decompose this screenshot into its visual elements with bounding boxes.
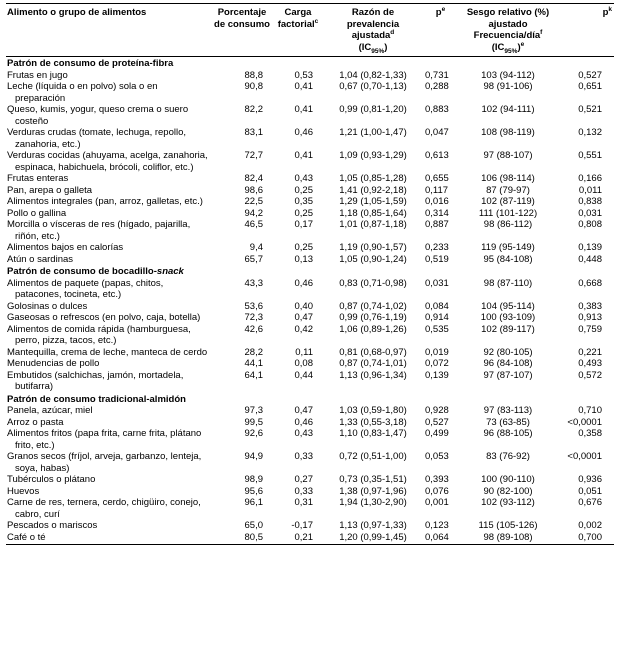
table-row [6, 196, 614, 208]
cell-relative-bias: 100 (90-110) [481, 474, 535, 485]
cell-prevalence-ratio: 1,06 (0,89-1,26) [339, 323, 407, 335]
section-header [6, 265, 614, 278]
cell-p-value-2: 0,358 [578, 428, 602, 439]
table-row [6, 242, 614, 254]
cell-p-value-1: 0,914 [425, 312, 449, 323]
cell-factor-load: 0,31 [294, 497, 313, 508]
header-relative-bias: Sesgo relativo (%) ajustado Frecuencia/día$^f$ $(IC_{95\%})^e$ [458, 4, 558, 57]
cell-percentage: 90,8 [244, 81, 263, 92]
cell-relative-bias: 96 (88-105) [483, 428, 533, 439]
cell-prevalence-ratio: 0,73 (0,35-1,51) [339, 474, 407, 485]
cell-percentage: 92,6 [244, 428, 263, 439]
cell-p-value-2: 0,221 [578, 346, 602, 358]
cell-food: Alimentos bajos en calorías [7, 242, 124, 253]
cell-p-value-1: 0,393 [425, 474, 449, 485]
table-row [6, 104, 614, 127]
cell-percentage: 94,9 [244, 451, 263, 462]
cell-p-value-2: 0,936 [578, 474, 602, 485]
cell-p-value-1: 0,731 [425, 69, 449, 81]
cell-prevalence-ratio: 1,10 (0,83-1,47) [339, 428, 407, 439]
cell-prevalence-ratio: 1,05 (0,85-1,28) [339, 173, 407, 184]
cell-relative-bias: 103 (94-112) [481, 69, 535, 81]
table-row [6, 219, 614, 242]
table-row [6, 70, 614, 82]
cell-percentage: 44,1 [244, 358, 263, 369]
cell-prevalence-ratio: 0,87 (0,74-1,02) [339, 300, 407, 312]
cell-prevalence-ratio: 1,04 (0,82-1,33) [339, 69, 407, 81]
cell-relative-bias: 98 (91-106) [483, 81, 533, 92]
cell-prevalence-ratio: 1,13 (0,97-1,33) [339, 520, 407, 531]
table-row [6, 520, 614, 532]
cell-factor-load: 0,44 [294, 369, 313, 381]
cell-food: Frutas enteras [7, 173, 69, 184]
cell-relative-bias: 98 (89-108) [458, 532, 558, 545]
cell-p-value-1: 0,076 [425, 485, 449, 497]
cell-prevalence-ratio: 1,05 (0,90-1,24) [339, 253, 407, 265]
cell-percentage: 42,6 [244, 323, 263, 335]
cell-p-value-1: 0,527 [425, 416, 449, 428]
cell-percentage: 64,1 [244, 369, 263, 381]
table-row [6, 208, 614, 220]
cell-relative-bias: 102 (89-117) [481, 323, 535, 335]
cell-prevalence-ratio: 1,01 (0,87-1,18) [339, 219, 407, 230]
table-row [6, 405, 614, 417]
cell-factor-load: 0,47 [294, 405, 313, 416]
table-row [6, 324, 614, 347]
cell-prevalence-ratio: 0,67 (0,70-1,13) [339, 81, 407, 92]
cell-factor-load: 0,46 [294, 127, 313, 138]
cell-food: Mantequilla, crema de leche, manteca de cerdo [7, 346, 208, 358]
cell-p-value-1: 0,139 [425, 369, 449, 381]
cell-p-value-1: 0,535 [425, 323, 449, 335]
cell-p-value-1: 0,053 [425, 451, 449, 462]
cell-relative-bias: 111 (101-122) [478, 207, 538, 219]
table-row [6, 150, 614, 173]
table-row [6, 173, 614, 185]
cell-relative-bias: 97 (83-113) [483, 405, 533, 416]
cell-percentage: 97,3 [244, 405, 263, 416]
cell-p-value-2: 0,448 [578, 253, 602, 265]
cell-prevalence-ratio: 1,33 (0,55-3,18) [339, 416, 407, 428]
cell-factor-load: 0,41 [294, 81, 313, 92]
cell-prevalence-ratio: 0,72 (0,51-1,00) [339, 451, 407, 462]
table-row [6, 428, 614, 451]
cell-p-value-2: 0,527 [578, 69, 602, 81]
section-title: Patrón de consumo de proteína-fibra [7, 58, 174, 69]
cell-factor-load: 0,11 [295, 346, 313, 358]
cell-food: Atún o sardinas [7, 253, 74, 265]
cell-factor-load: 0,35 [294, 196, 313, 207]
cell-relative-bias: 100 (93-109) [480, 312, 536, 323]
cell-p-value-2: 0,002 [578, 520, 602, 531]
cell-relative-bias: 98 (87-110) [483, 277, 533, 289]
cell-relative-bias: 83 (76-92) [486, 451, 530, 462]
cell-food: Verduras crudas (tomate, lechuga, repollo, zanahoria, etc.) [7, 127, 187, 150]
cell-p-value-1: 0,117 [425, 184, 449, 196]
cell-percentage: 98,9 [244, 474, 263, 485]
cell-p-value-2: 0,808 [578, 219, 602, 230]
header-factor-load: Carga factorial$^c$ [273, 4, 323, 57]
cell-prevalence-ratio: 1,19 (0,90-1,57) [339, 242, 407, 253]
table-header [6, 4, 614, 57]
cell-factor-load: 0,47 [294, 312, 313, 323]
cell-food: Café o té [6, 532, 211, 545]
cell-p-value-2: 0,132 [578, 127, 602, 138]
cell-p-value-1: 0,019 [425, 346, 449, 358]
cell-p-value-2: 0,031 [578, 207, 602, 219]
table-body [6, 57, 614, 545]
cell-factor-load: 0,53 [294, 69, 313, 81]
cell-prevalence-ratio: 1,03 (0,59-1,80) [339, 405, 407, 416]
cell-factor-load: 0,42 [294, 323, 313, 335]
cell-food: Alimentos de paquete (papas, chitos, patacones, tocineta, etc.) [7, 277, 164, 300]
table-row [6, 486, 614, 498]
cell-p-value-2: 0,551 [578, 150, 602, 161]
cell-food: Arroz o pasta [7, 416, 64, 428]
table-row [6, 301, 614, 313]
cell-food: Morcilla o vísceras de res (hígado, pajarilla, riñón, etc.) [7, 219, 191, 242]
cell-p-value-2: 0,383 [578, 300, 602, 312]
section-title: Patrón de consumo de bocadillo-snack [7, 266, 184, 277]
cell-percentage: 46,5 [244, 219, 263, 230]
table-row [6, 127, 614, 150]
header-p-value-2: $p^k$ [558, 4, 614, 57]
cell-food: Huevos [7, 485, 40, 497]
cell-relative-bias: 104 (95-114) [481, 300, 535, 312]
cell-prevalence-ratio: 1,21 (1,00-1,47) [339, 127, 407, 138]
cell-percentage: 82,4 [244, 173, 263, 184]
cell-food: Gaseosas o refrescos (en polvo, caja, botella) [7, 312, 201, 323]
cell-percentage: 88,8 [244, 69, 263, 81]
cell-p-value-1: 0,613 [425, 150, 449, 161]
cell-percentage: 72,3 [244, 312, 263, 323]
cell-p-value-2: 0,521 [578, 104, 602, 115]
cell-percentage: 9,4 [249, 242, 263, 253]
cell-food: Leche (líquida o en polvo) sola o en preparación [7, 81, 158, 104]
table-row [6, 370, 614, 393]
cell-p-value-1: 0,887 [425, 219, 449, 230]
header-food: Alimento o grupo de alimentos [6, 4, 211, 57]
cell-prevalence-ratio: 1,13 (0,96-1,34) [339, 369, 407, 381]
cell-factor-load: 0,46 [294, 416, 313, 428]
cell-factor-load: 0,25 [294, 207, 313, 219]
cell-prevalence-ratio: 1,29 (1,05-1,59) [339, 196, 407, 207]
cell-factor-load: 0,13 [294, 253, 313, 265]
cell-p-value-2: 0,700 [558, 532, 614, 545]
food-pattern-table [6, 3, 614, 545]
cell-percentage: 65,0 [244, 520, 263, 531]
cell-factor-load: 0,08 [294, 358, 313, 369]
cell-percentage: 98,6 [244, 184, 263, 196]
cell-factor-load: 0,25 [294, 184, 313, 196]
cell-factor-load: 0,43 [294, 428, 313, 439]
section-title: Patrón de consumo tradicional-almidón [7, 393, 186, 405]
cell-percentage: 53,6 [244, 300, 263, 312]
table-row [6, 312, 614, 324]
cell-food: Menudencias de pollo [7, 358, 100, 369]
cell-p-value-1: 0,655 [425, 173, 449, 184]
cell-p-value-2: 0,710 [578, 405, 602, 416]
cell-percentage: 82,2 [244, 104, 263, 115]
cell-p-value-1: 0,883 [425, 104, 449, 115]
table-row [6, 358, 614, 370]
cell-p-value-1: 0,519 [425, 253, 449, 265]
cell-p-value-2: 0,651 [578, 81, 602, 92]
cell-food: Pollo o gallina [7, 207, 67, 219]
cell-p-value-2: 0,838 [578, 196, 602, 207]
cell-relative-bias: 102 (87-119) [481, 196, 535, 207]
cell-relative-bias: 98 (86-112) [483, 219, 533, 230]
cell-percentage: 99,5 [244, 416, 263, 428]
cell-prevalence-ratio: 1,09 (0,93-1,29) [339, 150, 407, 161]
cell-prevalence-ratio: 1,38 (0,97-1,96) [339, 485, 407, 497]
cell-food: Queso, kumis, yogur, queso crema o suero costeño [7, 104, 189, 127]
cell-factor-load: 0,17 [294, 219, 313, 230]
cell-relative-bias: 73 (63-85) [486, 416, 530, 428]
cell-p-value-1: 0,123 [425, 520, 449, 531]
cell-relative-bias: 87 (79-97) [486, 184, 530, 196]
cell-food: Tubérculos o plátano [7, 474, 96, 485]
cell-p-value-1: 0,928 [425, 405, 449, 416]
cell-relative-bias: 95 (84-108) [483, 253, 533, 265]
cell-percentage: 94,2 [244, 207, 263, 219]
cell-prevalence-ratio: 0,81 (0,68-0,97) [339, 346, 407, 358]
cell-factor-load: -0,17 [291, 520, 313, 531]
cell-food: Frutas en jugo [7, 69, 68, 81]
cell-percentage: 22,5 [244, 196, 263, 207]
table-row [6, 81, 614, 104]
cell-p-value-1: 0,084 [425, 300, 449, 312]
cell-prevalence-ratio: 0,87 (0,74-1,01) [339, 358, 407, 369]
cell-p-value-1: 0,001 [425, 497, 449, 508]
cell-relative-bias: 102 (94-111) [481, 104, 535, 115]
header-prevalence-ratio: Razón de prevalencia ajustada$^d$ $(IC_{95\%})$ [323, 4, 423, 57]
cell-p-value-2: 0,572 [578, 369, 602, 381]
cell-food: Pan, arepa o galleta [7, 184, 93, 196]
cell-prevalence-ratio: 1,20 (0,99-1,45) [323, 532, 423, 545]
cell-relative-bias: 108 (98-119) [481, 127, 535, 138]
cell-food: Carne de res, ternera, cerdo, chigüiro, conejo, cabro, curí [7, 497, 201, 520]
cell-factor-load: 0,40 [294, 300, 313, 312]
cell-prevalence-ratio: 1,18 (0,85-1,64) [339, 207, 407, 219]
cell-p-value-1: 0,047 [425, 127, 449, 138]
table-row [6, 254, 614, 266]
table-row [6, 185, 614, 197]
cell-factor-load: 0,41 [294, 104, 313, 115]
table-row [6, 451, 614, 474]
cell-relative-bias: 115 (105-126) [478, 520, 538, 531]
cell-percentage: 65,7 [244, 253, 263, 265]
cell-percentage: 83,1 [244, 127, 263, 138]
cell-food: Embutidos (salchichas, jamón, mortadela, butifarra) [7, 369, 184, 392]
section-header [6, 393, 614, 406]
cell-factor-load: 0,46 [294, 277, 313, 289]
cell-food: Panela, azúcar, miel [7, 405, 93, 416]
cell-food: Pescados o mariscos [7, 520, 98, 531]
cell-p-value-2: 0,493 [578, 358, 602, 369]
cell-percentage: 96,1 [244, 497, 263, 508]
cell-p-value-2: 0,166 [578, 173, 602, 184]
cell-p-value-2: 0,139 [578, 242, 602, 253]
table-row [6, 474, 614, 486]
cell-percentage: 72,7 [244, 150, 263, 161]
cell-p-value-1: 0,031 [425, 277, 449, 289]
cell-p-value-2: 0,011 [578, 184, 602, 196]
cell-percentage: 28,2 [244, 346, 263, 358]
cell-food: Alimentos de comida rápida (hamburguesa, perro, pizza, tacos, etc.) [7, 323, 191, 346]
cell-prevalence-ratio: 1,94 (1,30-2,90) [339, 497, 407, 508]
cell-factor-load: 0,41 [294, 150, 313, 161]
cell-p-value-1: 0,314 [425, 207, 449, 219]
cell-factor-load: 0,43 [294, 173, 313, 184]
section-header [6, 57, 614, 70]
cell-p-value-1: 0,499 [425, 428, 449, 439]
cell-relative-bias: 102 (93-112) [481, 497, 535, 508]
cell-p-value-2: 0,759 [578, 323, 602, 335]
cell-p-value-2: 0,668 [578, 277, 602, 289]
cell-percentage: 95,6 [244, 485, 263, 497]
cell-p-value-2: <0,0001 [567, 451, 602, 462]
cell-p-value-1: 0,233 [425, 242, 449, 253]
cell-p-value-1: 0,072 [425, 358, 449, 369]
cell-p-value-1: 0,016 [425, 196, 449, 207]
cell-p-value-2: <0,0001 [567, 416, 602, 428]
cell-food: Verduras cocidas (ahuyama, acelga, zanahoria, espinaca, habichuela, brócoli, coliflor, etc.) [7, 150, 208, 173]
cell-relative-bias: 119 (95-149) [481, 242, 535, 253]
cell-percentage: 43,3 [244, 277, 263, 289]
header-p-value-1: $p^e$ [423, 4, 458, 57]
cell-factor-load: 0,27 [294, 474, 313, 485]
cell-food: Golosinas o dulces [7, 300, 88, 312]
cell-relative-bias: 97 (88-107) [483, 150, 533, 161]
cell-p-value-1: 0,064 [423, 532, 458, 545]
cell-food: Alimentos integrales (pan, arroz, galletas, etc.) [7, 196, 203, 207]
cell-p-value-2: 0,913 [578, 312, 602, 323]
cell-prevalence-ratio: 0,83 (0,71-0,98) [339, 277, 407, 289]
cell-p-value-2: 0,676 [578, 497, 602, 508]
cell-p-value-1: 0,288 [425, 81, 449, 92]
cell-factor-load: 0,21 [273, 532, 323, 545]
table-row [6, 532, 614, 545]
cell-food: Granos secos (fríjol, arveja, garbanzo, lenteja, soya, habas) [7, 451, 202, 474]
table-row [6, 278, 614, 301]
cell-relative-bias: 96 (84-108) [483, 358, 533, 369]
cell-relative-bias: 97 (87-107) [483, 369, 533, 381]
cell-relative-bias: 92 (80-105) [483, 346, 533, 358]
header-percentage: Porcentaje de consumo [211, 4, 273, 57]
cell-food: Alimentos fritos (papa frita, carne frita, plátano frito, etc.) [7, 428, 202, 451]
cell-factor-load: 0,33 [294, 485, 313, 497]
table-row [6, 497, 614, 520]
cell-percentage: 80,5 [211, 532, 273, 545]
cell-p-value-2: 0,051 [578, 485, 602, 497]
cell-relative-bias: 106 (98-114) [481, 173, 535, 184]
cell-factor-load: 0,25 [294, 242, 313, 253]
cell-prevalence-ratio: 0,99 (0,81-1,20) [339, 104, 407, 115]
cell-relative-bias: 90 (82-100) [483, 485, 533, 497]
cell-prevalence-ratio: 0,99 (0,76-1,19) [339, 312, 407, 323]
table-row [6, 417, 614, 429]
table-row [6, 347, 614, 359]
cell-factor-load: 0,33 [294, 451, 313, 462]
cell-prevalence-ratio: 1,41 (0,92-2,18) [339, 184, 407, 196]
